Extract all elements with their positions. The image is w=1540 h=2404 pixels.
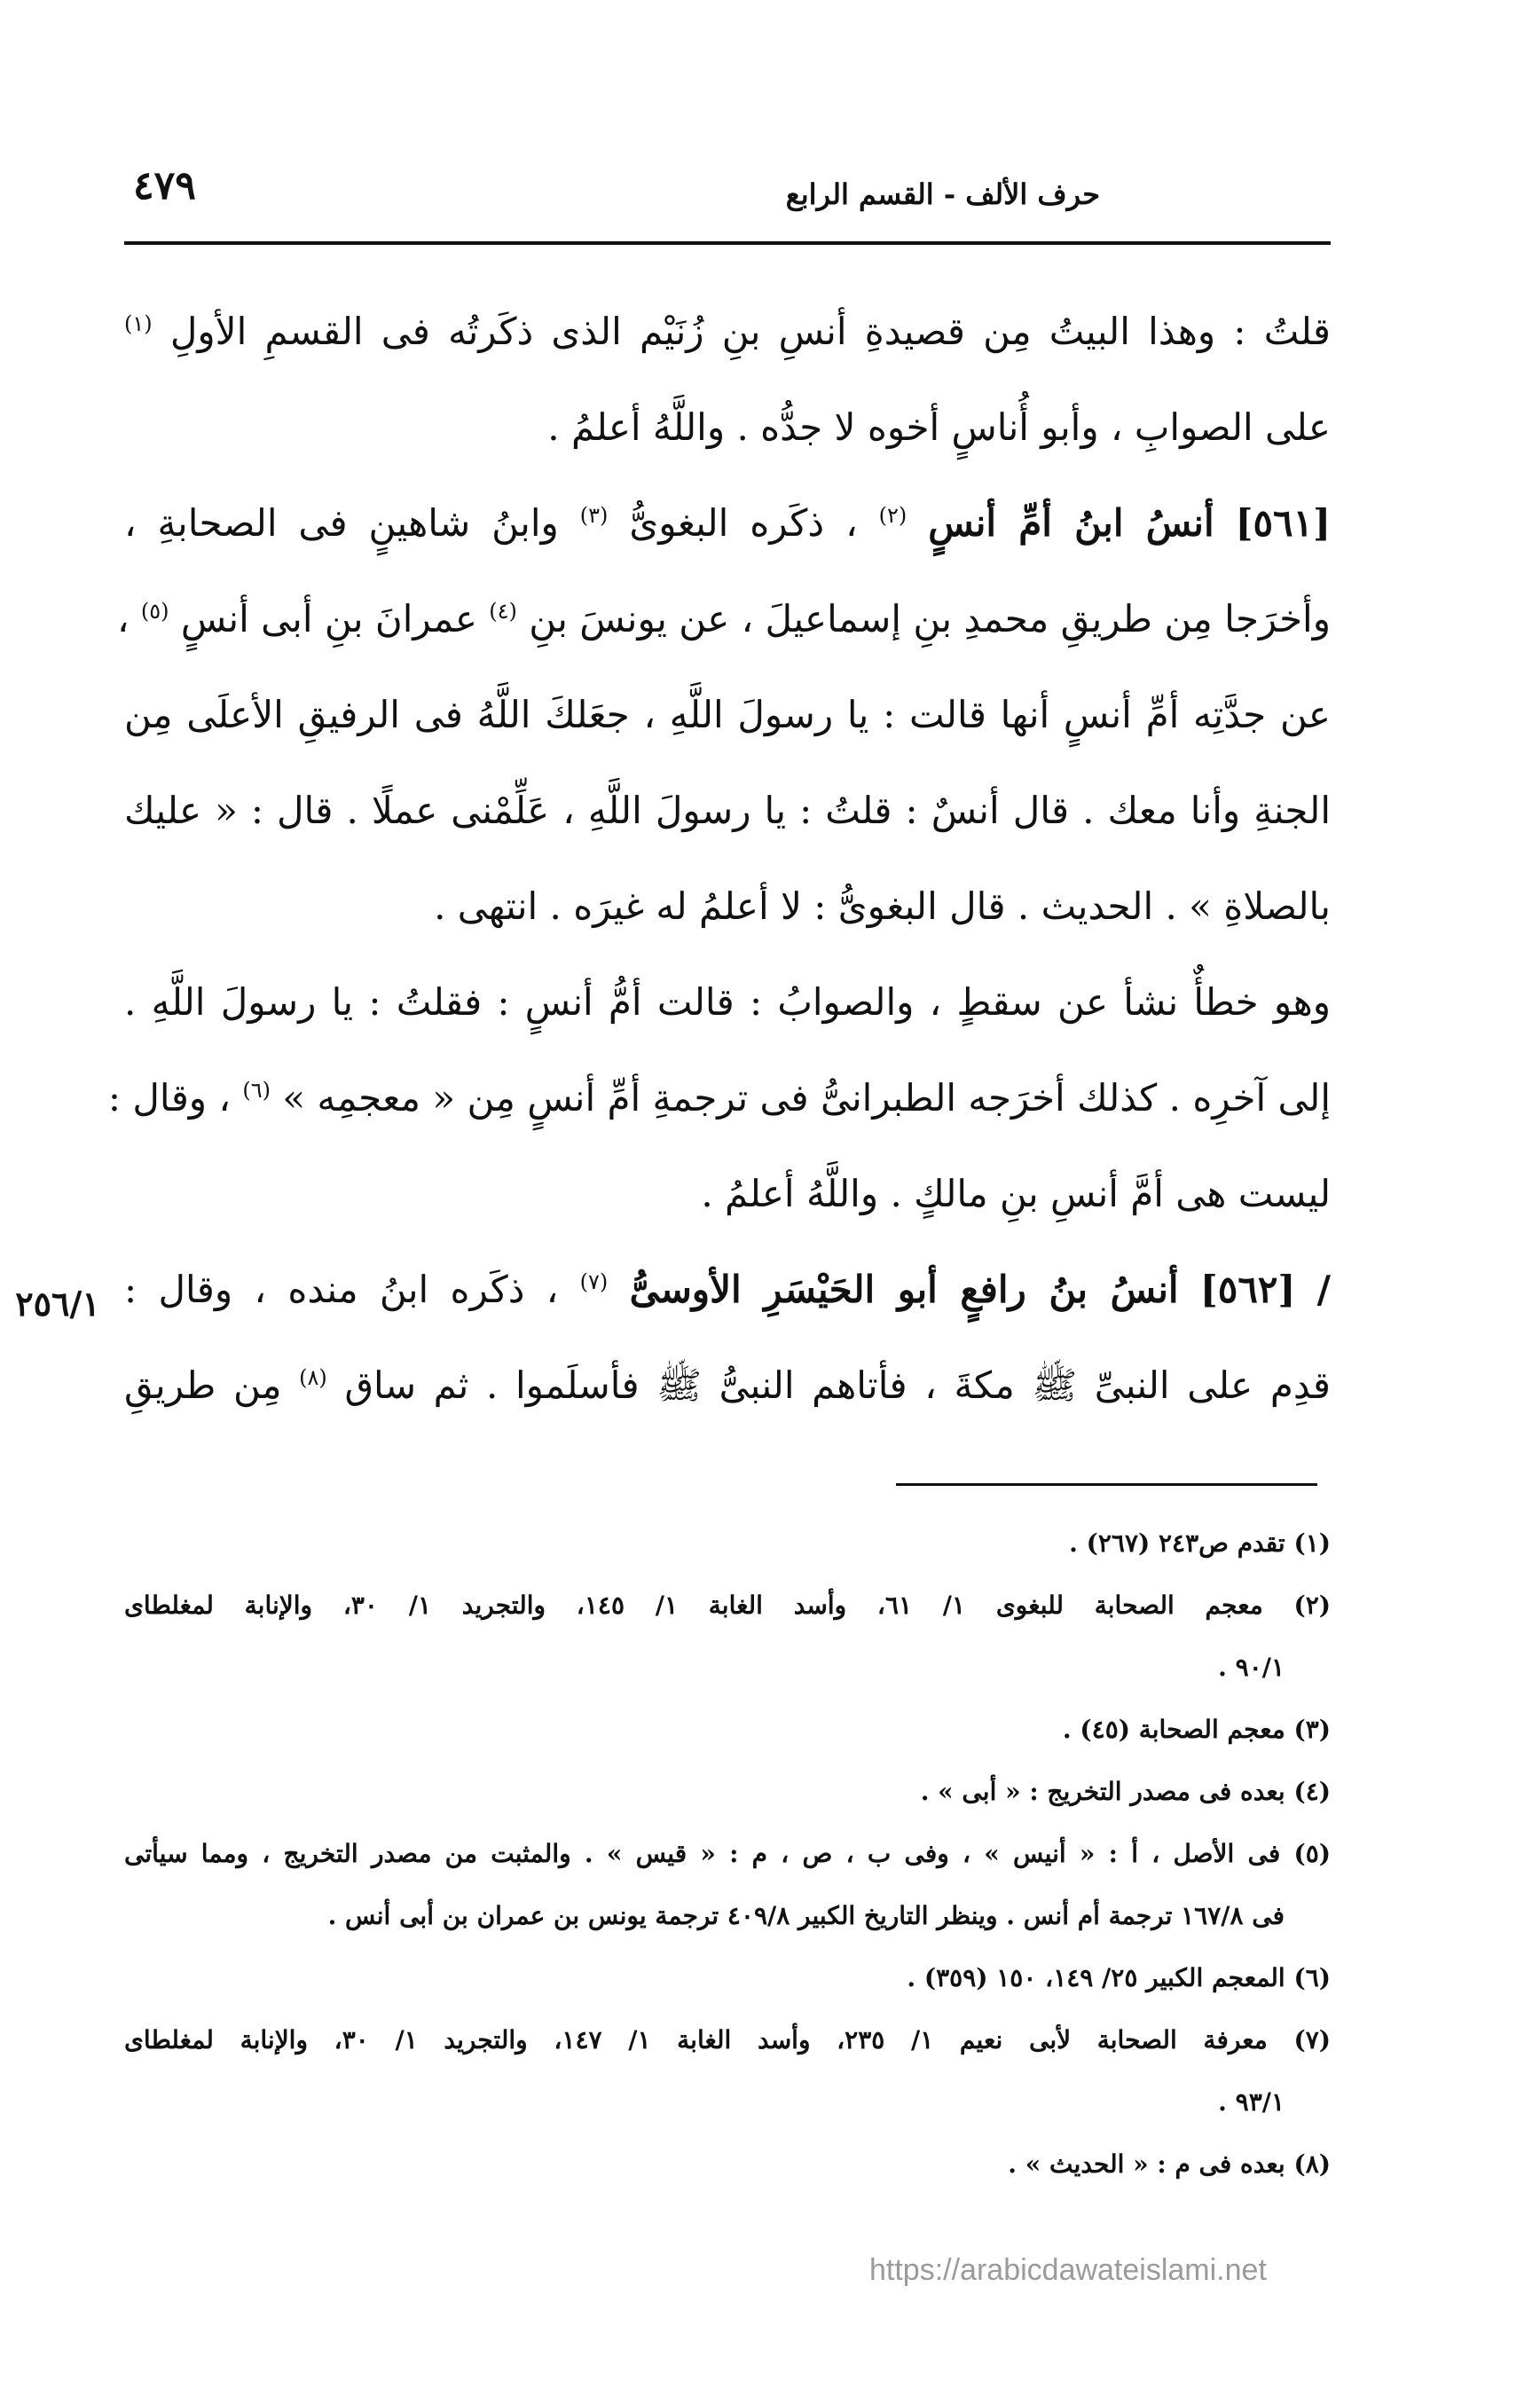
line-text: بالصلاةِ » . الحديث . قال البغوىُّ : لا أعلمُ له غيرَه . انتهى . <box>434 884 1331 928</box>
page-break-mark: / <box>1316 1268 1331 1311</box>
margin-note: ٢٥٦/١ <box>15 1284 100 1324</box>
line-text: عمرانَ بنِ أبى أنسٍ <box>180 597 477 640</box>
line-text: قدِم على النبىِّ ﷺ مكةَ ، فأتاهم النبىُّ ﷺ فأسلَموا . ثم ساق <box>344 1363 1331 1407</box>
text-line <box>124 763 1331 859</box>
line-text: ، ذكَره البغوىُّ <box>629 501 858 545</box>
footnote-2-cont: ٩٠/١ . <box>1218 1653 1285 1682</box>
text-line <box>124 380 1331 475</box>
footnote-3: (٣) معجم الصحابة (٤٥) . <box>1062 1715 1331 1744</box>
text-line <box>124 284 1331 380</box>
footnote-1: (١) تقدم ص٢٤٣ (٢٦٧) . <box>1069 1528 1331 1558</box>
text-line <box>124 667 1331 763</box>
footnote-ref[interactable]: (٥) <box>140 599 169 624</box>
line-text: عن جدَّتِه أمِّ أنسٍ أنها قالت : يا رسولَ اللَّهِ ، جعَلكَ اللَّهُ فى الرفيقِ الأعلَى مِن <box>124 693 1331 736</box>
footnote-separator <box>896 1483 1317 1486</box>
footnote-ref[interactable]: (٣) <box>579 503 609 528</box>
line-text: وابنُ شاهينٍ فى الصحابةِ ، <box>124 501 559 545</box>
line-text: إلى آخرِه . كذلك أخرَجه الطبرانىُّ فى ترجمةِ أمِّ أنسٍ مِن « معجمِه » <box>282 1076 1331 1120</box>
footnote-4: (٤) بعده فى مصدر التخريج : « أبى » . <box>920 1777 1331 1806</box>
text-line <box>124 1146 1331 1242</box>
footnote-ref[interactable]: (٢) <box>878 503 908 528</box>
page-header <box>124 151 1331 231</box>
line-text: ، <box>116 597 130 640</box>
footnote-ref[interactable]: (٧) <box>579 1269 609 1294</box>
line-text: ليست هى أمَّ أنسِ بنِ مالكٍ . واللَّهُ أعلمُ . <box>701 1172 1331 1215</box>
entry-title: أنسُ ابنُ أمِّ أنسٍ <box>928 501 1214 545</box>
footnotes <box>124 1512 1331 2196</box>
text-line <box>124 859 1331 955</box>
line-text: على الصوابِ ، وأبو أُناسٍ أخوه لا جدُّه . واللَّهُ أعلمُ . <box>547 405 1331 449</box>
footnote-5: (٥) فى الأصل ، أ : « أنيس » ، وفى ب ، ص ، م : « قيس » . والمثبت من مصدر التخريج ، ومما سيأتى <box>124 1839 1331 1868</box>
footnote-8: (٨) بعده فى م : « الحديث » . <box>1008 2149 1331 2179</box>
header-rule <box>124 241 1331 245</box>
footnote-ref[interactable]: (٦) <box>242 1078 271 1103</box>
entry-number: [٥٦٢] <box>1199 1268 1296 1311</box>
entry-line <box>124 475 1331 571</box>
footnote-5-cont: فى ١٦٧/٨ ترجمة أم أنس . وينظر التاريخ الكبير ٤٠٩/٨ ترجمة يونس بن عمران بن أبى أنس . <box>327 1901 1285 1930</box>
line-text: ، وقال : <box>107 1076 231 1120</box>
watermark-url: https://arabicdawateislami.net <box>869 2253 1267 2287</box>
footnote-7-cont: ٩٣/١ . <box>1218 2087 1285 2117</box>
footnote-ref[interactable]: (٤) <box>489 599 517 624</box>
footnote-2: (٢) معجم الصحابة للبغوى ١/ ٦١، وأسد الغابة ١/ ١٤٥، والتجريد ١/ ٣٠، والإنابة لمغلطاى <box>124 1591 1332 1620</box>
entry-title: أنسُ بنُ رافعٍ أبو الحَيْسَرِ الأوسىُّ <box>629 1268 1179 1311</box>
text-line <box>124 1338 1331 1434</box>
main-text <box>107 284 1332 1434</box>
footnote-ref[interactable]: (١) <box>124 311 153 336</box>
line-text: وهو خطأٌ نشأ عن سقطٍ ، والصوابُ : قالت أمُّ أنسٍ : فقلتُ : يا رسولَ اللَّهِ . <box>124 980 1331 1024</box>
running-title: حرف الألف - القسم الرابع <box>785 177 1100 211</box>
entry-line <box>124 1242 1331 1338</box>
line-text: قلتُ : وهذا البيتُ مِن قصيدةِ أنسِ بنِ زُنَيْم الذى ذكَرتُه فى القسمِ الأولِ <box>169 310 1331 353</box>
text-line <box>107 1050 1331 1146</box>
footnote-6: (٦) المعجم الكبير ٢٥/ ١٤٩، ١٥٠ (٣٥٩) . <box>907 1963 1331 1992</box>
entry-number: [٥٦١] <box>1235 501 1332 545</box>
line-text: مِن طريقِ <box>124 1363 282 1407</box>
text-line <box>116 571 1331 667</box>
text-line <box>124 955 1331 1050</box>
line-text: ، ذكَره ابنُ منده ، وقال : <box>124 1268 559 1311</box>
line-text: الجنةِ وأنا معك . قال أنسٌ : قلتُ : يا رسولَ اللَّهِ ، عَلِّمْنى عملًا . قال : « عليك <box>124 789 1331 832</box>
page-number: ٤٧٩ <box>133 163 196 208</box>
line-text: وأخرَجا مِن طريقِ محمدِ بنِ إسماعيلَ ، عن يونسَ بنِ <box>529 597 1331 640</box>
footnote-7: (٧) معرفة الصحابة لأبى نعيم ١/ ٢٣٥، وأسد الغابة ١/ ١٤٧، والتجريد ١/ ٣٠، والإنابة لمغلطاى <box>124 2025 1331 2054</box>
footnote-ref[interactable]: (٨) <box>299 1365 327 1390</box>
